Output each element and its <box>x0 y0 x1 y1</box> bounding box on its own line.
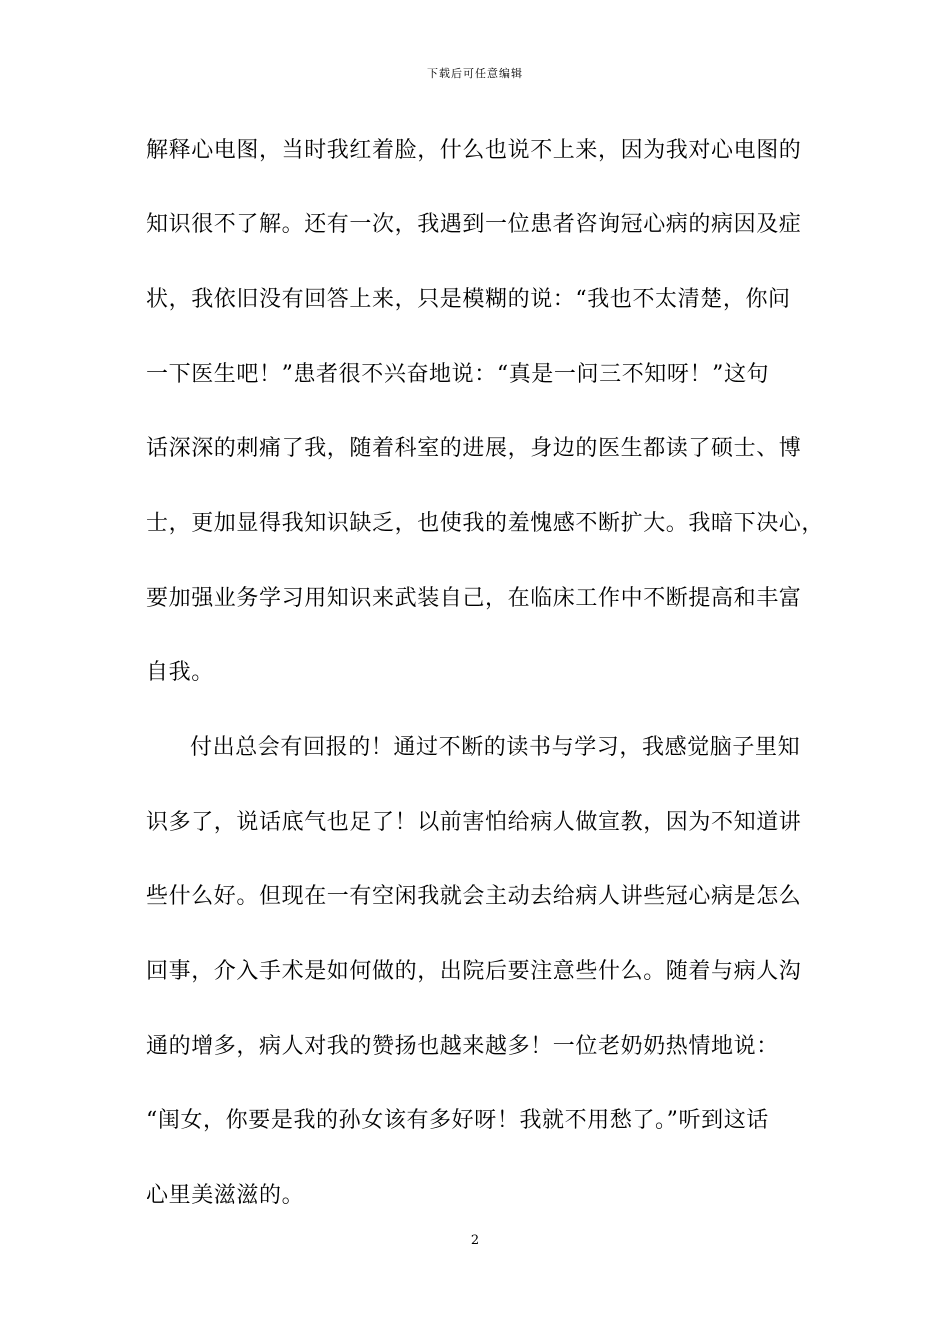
paragraph-first-line: 付出总会有回报的！通过不断的读书与学习，我感觉脑子里知 <box>190 735 801 760</box>
page-header: 下载后可任意编辑 <box>427 67 523 80</box>
body-text-line: 回事，介入手术是如何做的，出院后要注意些什么。随着与病人沟 <box>146 959 802 984</box>
body-text-line: 话深深的刺痛了我，随着科室的进展，身边的医生都读了硕士、博 <box>146 436 802 461</box>
body-text-line: 一下医生吧！”患者很不兴奋地说：“真是一问三不知呀！”这句 <box>146 362 770 387</box>
page-number: 2 <box>470 1233 480 1248</box>
body-text-line: 通的增多，病人对我的赞扬也越来越多！一位老奶奶热情地说： <box>146 1034 779 1059</box>
body-text-line: 状，我依旧没有回答上来，只是模糊的说：“我也不太清楚，你问 <box>146 287 791 312</box>
body-text-line: 些什么好。但现在一有空闲我就会主动去给病人讲些冠心病是怎么 <box>146 884 802 909</box>
body-text-line: “闺女，你要是我的孙女该有多好呀！我就不用愁了。”听到这话 <box>146 1108 769 1133</box>
body-text-line: 识多了，说话底气也足了！以前害怕给病人做宣教，因为不知道讲 <box>146 810 802 835</box>
body-text-line: 心里美滋滋的。 <box>146 1183 305 1208</box>
body-text-line: 解释心电图，当时我红着脸，什么也说不上来，因为我对心电图的 <box>146 138 802 163</box>
body-text-line: 士，更加显得我知识缺乏，也使我的羞愧感不断扩大。我暗下决心， <box>146 511 825 536</box>
body-text-line: 要加强业务学习用知识来武装自己，在临床工作中不断提高和丰富 <box>146 586 802 611</box>
body-text-line: 知识很不了解。还有一次，我遇到一位患者咨询冠心病的病因及症 <box>146 212 802 237</box>
body-text-line: 自我。 <box>146 660 214 685</box>
